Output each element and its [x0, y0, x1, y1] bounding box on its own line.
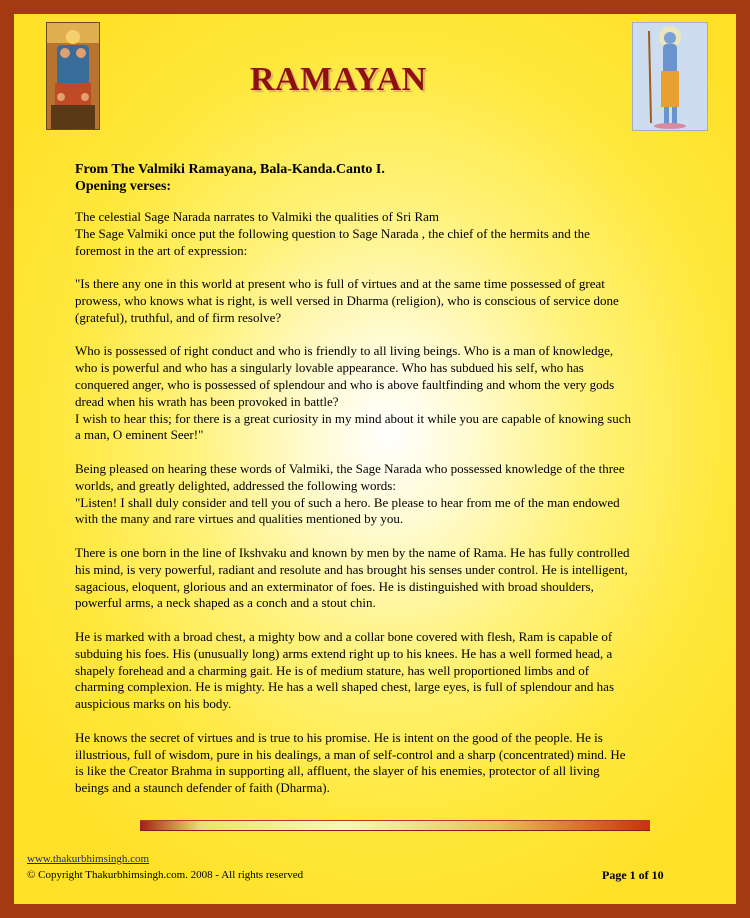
text-line: I wish to hear this; for there is a great curiosity in my mind about it while you are capable of knowing such — [75, 410, 631, 426]
text-line: with the many and rare virtues and qualities mentioned by you. — [75, 511, 404, 527]
text-line: Being pleased on hearing these words of Valmiki, the Sage Narada who possessed knowledge of the three — [75, 460, 625, 476]
text-line: prowess, who knows what is right, is well versed in Dharma (religion), who is conscious of service done — [75, 292, 619, 308]
text-line: powerful arms, a neck shaped as a conch and a stout chin. — [75, 595, 376, 611]
text-line: (grateful), truthful, and of firm resolve? — [75, 309, 282, 325]
text-line: worlds, and greatly delighted, addressed the following words: — [75, 477, 396, 493]
text-line: dread when his wrath has been provoked in battle? — [75, 393, 339, 409]
text-line: a man, O eminent Seer!" — [75, 427, 204, 443]
decorative-divider — [140, 820, 650, 831]
paragraph-7 — [75, 730, 705, 797]
source-heading — [75, 161, 385, 195]
source-heading-line2: Opening verses: — [75, 179, 172, 194]
text-line: charming complexion. He is mighty. He has a well shaped chest, large eyes, is full of splendour and has — [75, 679, 615, 695]
text-line: shapely forehead and a charming gait. He is of medium stature, has well proportioned limbs and of — [75, 662, 590, 678]
text-line: is like the Creator Brahma in supporting all, affluent, the slayer of his enemies, protector of all living — [75, 763, 600, 779]
text-line: his mind, is very powerful, radiant and resolute and has brought his senses under control. He is intelligent, — [75, 561, 628, 577]
text-line: beings and a staunch defender of faith (Dharma). — [75, 780, 330, 796]
copyright-notice: © Copyright Thakurbhimsingh.com. 2008 - All rights reserved — [27, 869, 304, 881]
page-title: RAMAYAN — [250, 61, 427, 98]
text-line: who is powerful and who has a singularly lovable appearance. Who has subdued his self, who has — [75, 360, 584, 376]
text-line: auspicious marks on his body. — [75, 696, 232, 712]
text-line: illustrious, full of wisdom, pure in his dealings, a man of self-control and a sharp (concentrated) mind. He — [75, 746, 626, 762]
text-line: sagacious, eloquent, glorious and an exterminator of foes. He is distinguished with broad shoulders, — [75, 578, 594, 594]
text-line: Who is possessed of right conduct and who is friendly to all living beings. Who is a man of knowledge, — [75, 343, 614, 359]
page-content — [14, 14, 736, 904]
text-line: He knows the secret of virtues and is true to his promise. He is intent on the good of the people. He is — [75, 729, 603, 745]
source-heading-line1: From The Valmiki Ramayana, Bala-Kanda.Canto I. — [75, 162, 385, 177]
verse-body — [75, 209, 705, 814]
paragraph-2 — [75, 276, 705, 326]
text-line: The celestial Sage Narada narrates to Valmiki the qualities of Sri Ram — [75, 209, 440, 224]
ram-darbar-image — [46, 22, 100, 130]
website-link[interactable]: www.thakurbhimsingh.com — [27, 853, 150, 865]
paragraph-3 — [75, 343, 705, 444]
text-line: There is one born in the line of Ikshvaku and known by men by the name of Rama. He has fully controlled — [75, 544, 630, 560]
paragraph-4 — [75, 461, 705, 528]
text-line: He is marked with a broad chest, a mighty bow and a collar bone covered with flesh, Ram is capable of — [75, 628, 613, 644]
text-line: "Is there any one in this world at present who is full of virtues and at the same time possessed of great — [75, 276, 605, 292]
text-line: The Sage Valmiki once put the following question to Sage Narada , the chief of the hermits and the — [75, 225, 590, 241]
paragraph-1 — [75, 209, 705, 259]
page-number: Page 1 of 10 — [602, 868, 664, 882]
text-line: "Listen! I shall duly consider and tell you of such a hero. Be please to hear from me of the man endowed — [75, 494, 620, 510]
paragraph-5 — [75, 545, 705, 612]
text-line: subduing his foes. His (unusually long) arms extend right up to his knees. He has a well formed head, a — [75, 645, 613, 661]
lord-rama-image — [632, 22, 708, 131]
text-line: foremost in the art of expression: — [75, 242, 248, 258]
text-line: conquered anger, who is possessed of splendour and who is above faultfinding and whom the very gods — [75, 376, 615, 392]
paragraph-6 — [75, 629, 705, 713]
